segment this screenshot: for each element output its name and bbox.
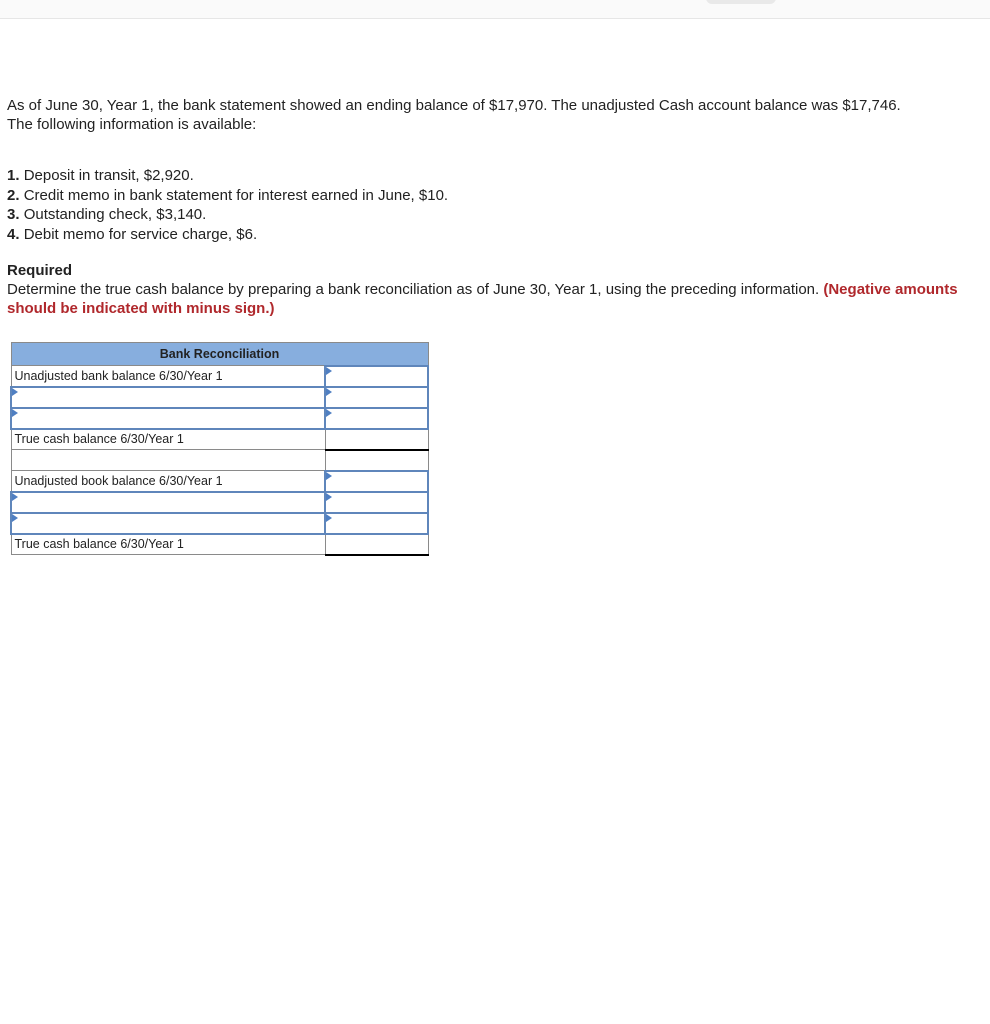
list-item: 1. Deposit in transit, $2,920. [7, 167, 194, 184]
book-adjustment-1-label-input[interactable] [11, 492, 325, 513]
unadjusted-bank-label: Unadjusted bank balance 6/30/Year 1 [11, 366, 325, 387]
bank-reconciliation-table [10, 342, 429, 556]
bank-adjustment-1-label-input[interactable] [11, 387, 325, 408]
required-text: Determine the true cash balance by preparing a bank reconciliation as of June 30, Year 1, using the preceding information. (Negative amounts should be indicated with minus sign.) [7, 281, 958, 317]
input-marker-icon [326, 493, 332, 501]
unadjusted-book-amount-input[interactable] [325, 471, 428, 492]
table-row [11, 429, 428, 450]
required-heading: Required [7, 262, 73, 279]
list-item: 2. Credit memo in bank statement for interest earned in June, $10. [7, 186, 449, 204]
spacer-cell [325, 450, 428, 471]
input-marker-icon [12, 409, 18, 417]
table-row [11, 450, 428, 471]
top-bar [0, 0, 990, 19]
spacer-cell [11, 450, 325, 471]
list-item: 4. Debit memo for service charge, $6. [7, 225, 258, 243]
input-marker-icon [326, 367, 332, 375]
question-content [7, 96, 967, 318]
book-adjustment-2-amount-input[interactable] [325, 513, 428, 534]
bank-adjustment-2-amount-input[interactable] [325, 408, 428, 429]
unadjusted-bank-amount-input[interactable] [325, 366, 428, 387]
table-row [11, 387, 428, 408]
table-row [11, 408, 428, 429]
bank-adjustment-2-label-input[interactable] [11, 408, 325, 429]
table-row [11, 513, 428, 534]
table-row [11, 471, 428, 492]
table-row [11, 366, 428, 387]
true-cash-book-label: True cash balance 6/30/Year 1 [11, 534, 325, 555]
book-adjustment-1-amount-input[interactable] [325, 492, 428, 513]
intro-line-1: As of June 30, Year 1, the bank statement showed an ending balance of $17,970. The unadjusted Cash account balance was $17,746. [7, 97, 901, 114]
true-cash-bank-amount [325, 429, 428, 450]
table-row [11, 492, 428, 513]
input-marker-icon [326, 514, 332, 522]
input-marker-icon [12, 514, 18, 522]
info-list [7, 166, 967, 244]
input-marker-icon [326, 388, 332, 396]
true-cash-book-amount [325, 534, 428, 555]
input-marker-icon [326, 472, 332, 480]
input-marker-icon [12, 388, 18, 396]
input-marker-icon [12, 493, 18, 501]
input-marker-icon [326, 409, 332, 417]
intro-line-2: The following information is available: [7, 116, 257, 133]
list-item: 3. Outstanding check, $3,140. [7, 206, 207, 223]
negative-amount-note: (Negative amounts should be indicated with minus sign.) [7, 281, 958, 317]
required-section [7, 261, 967, 318]
bank-adjustment-1-amount-input[interactable] [325, 387, 428, 408]
book-adjustment-2-label-input[interactable] [11, 513, 325, 534]
true-cash-bank-label: True cash balance 6/30/Year 1 [11, 429, 325, 450]
unadjusted-book-label: Unadjusted book balance 6/30/Year 1 [11, 471, 325, 492]
intro-paragraph [7, 96, 967, 134]
top-tab-pill[interactable] [706, 0, 776, 4]
table-row [11, 534, 428, 555]
table-title: Bank Reconciliation [11, 343, 428, 366]
